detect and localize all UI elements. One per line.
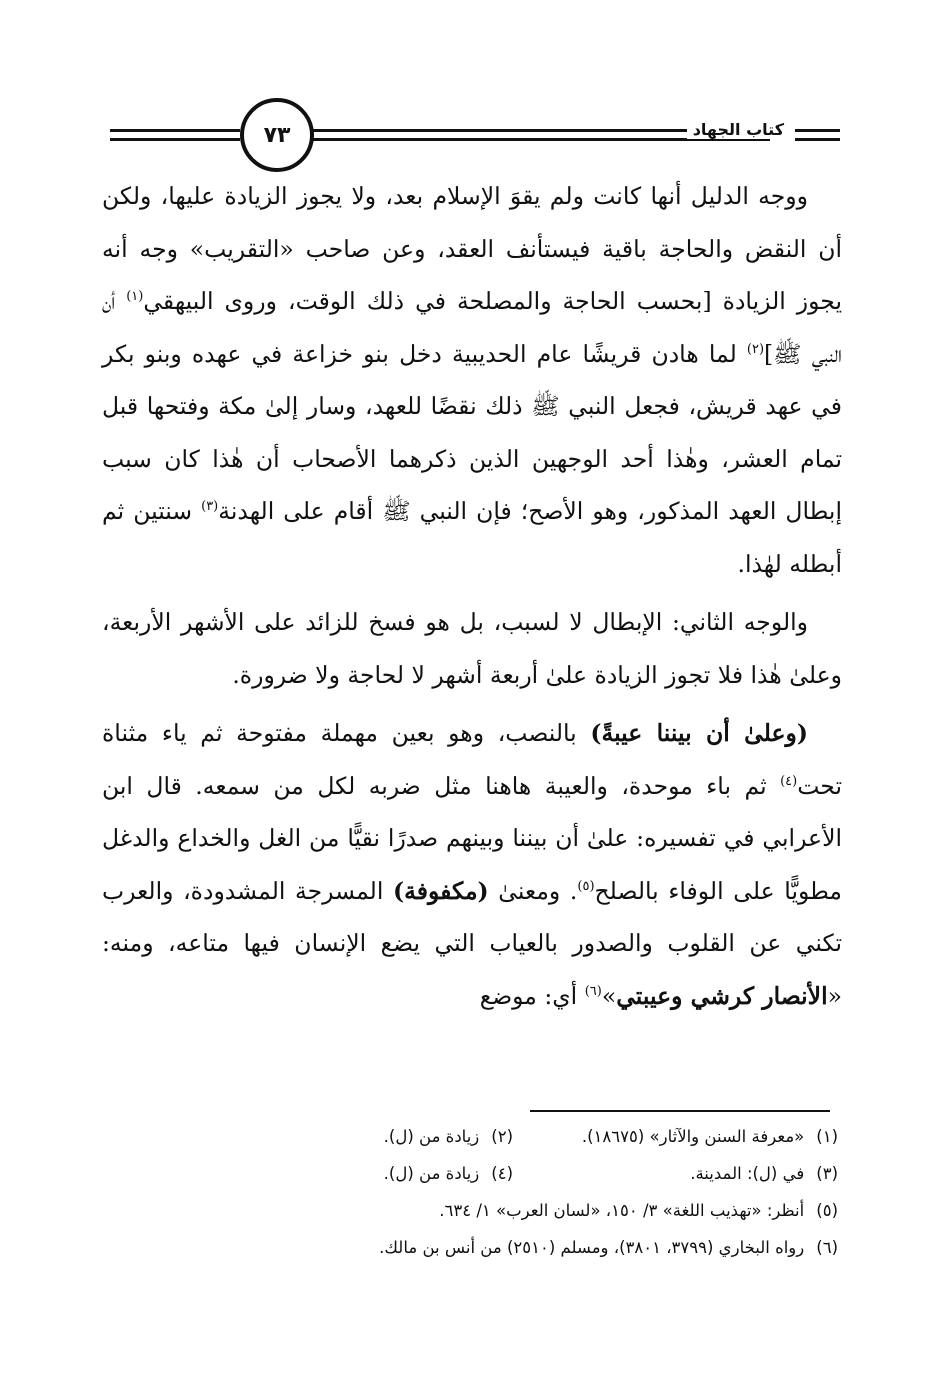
page-header (100, 98, 840, 178)
header-rule (110, 138, 240, 141)
footnote-ref: (٢) (746, 341, 765, 357)
footnote-ref: (٥) (577, 878, 595, 894)
footnote-text: في (ل): المدينة. (690, 1164, 805, 1183)
text-run: أن النبي ﷺ] (102, 287, 842, 368)
footnote-number: (٥) (816, 1201, 838, 1220)
quoted-phrase: (مكفوفة) (393, 876, 489, 905)
footnote-text: «معرفة السنن والآثار» (١٨٦٧٥). (581, 1127, 805, 1146)
footnote-text: رواه البخاري (٣٧٩٩، ٣٨٠١)، ومسلم (٢٥١٠) من أنس بن مالك. (379, 1238, 805, 1257)
footnote (384, 1118, 513, 1155)
footnote (379, 1229, 838, 1266)
text-run: أي: موضع (479, 981, 585, 1010)
footnote-text: زيادة من (ل). (383, 1164, 480, 1183)
text-run: المسرجة المشدودة، والعرب تكني عن القلوب والصدور بالعياب التي يضع الإنسان فيها متاعه، ومنه: « (102, 876, 842, 1010)
footnote-number: (١) (816, 1127, 838, 1146)
footnote-row (100, 1118, 838, 1155)
footnotes (100, 1118, 838, 1266)
page-number: ٧٣ (240, 98, 314, 172)
footnote (384, 1155, 513, 1192)
footnote-separator (530, 1110, 830, 1112)
text-run: ثم باء موحدة، والعيبة هاهنا مثل ضربه لكل من سمعه. قال ابن الأعرابي في تفسيره: علىٰ أن بيننا وبينهم صدرًا نقيًّا من الغل والخداع والدغل مطويًّا على الوفاء بالصلح (102, 771, 842, 905)
text-run: . ومعنىٰ (488, 876, 578, 905)
footnote-number: (٤) (491, 1164, 513, 1183)
footnote (513, 1155, 838, 1192)
paragraph (102, 707, 842, 1022)
footnote-row (100, 1229, 838, 1266)
quoted-phrase: (وعلىٰ أن بيننا عيبةً) (590, 719, 808, 747)
footnote-text: أنظر: «تهذيب اللغة» ٣/ ١٥٠، «لسان العرب» ١/ ٦٣٤. (439, 1201, 805, 1220)
header-rule (795, 129, 840, 132)
footnote-number: (٦) (816, 1238, 838, 1257)
footnote-row (100, 1155, 838, 1192)
footnote-row (100, 1192, 838, 1229)
header-rule (795, 138, 840, 141)
footnote-text: زيادة من (ل). (383, 1127, 480, 1146)
footnote (439, 1192, 838, 1229)
text-run: سنتين ثم أبطله لهٰذا. (102, 497, 842, 578)
footnote-ref: (٣) (201, 499, 219, 515)
text-run: بالنصب، وهو بعين مهملة مفتوحة ثم ياء مثناة تحت (102, 719, 842, 800)
footnote-ref: (٤) (780, 773, 798, 789)
paragraph (102, 170, 842, 590)
footnote (513, 1118, 838, 1155)
hadith-quote: الأنصار كرشي وعيبتي (616, 981, 828, 1010)
paragraph: والوجه الثاني: الإبطال لا لسبب، بل هو فسخ للزائد على الأشهر الأربعة، وعلىٰ هٰذا فلا تجوز الزيادة علىٰ أربعة أشهر لا لحاجة ولا ضرورة. (102, 608, 842, 689)
footnote-number: (٢) (491, 1127, 513, 1146)
header-rule (110, 129, 240, 132)
text-run: » (601, 981, 617, 1010)
running-title: كتاب الجهاد (687, 120, 790, 139)
footnote-ref: (١) (126, 289, 144, 305)
body-text (102, 170, 842, 1028)
text-run: ووجه الدليل أنها كانت ولم يقوَ الإسلام بعد، ولا يجوز الزيادة عليها، ولكن أن النقض والحاجة باقية فيستأنف العقد، وعن صاحب «التقريب» وجه أنه يجوز الزيادة [بحسب الحاجة والمصلحة في ذلك الوقت، وروى البيهقي (102, 182, 842, 315)
footnote-number: (٣) (816, 1164, 838, 1183)
footnote-ref: (٦) (584, 983, 602, 999)
text-run: لما هادن قريشًا عام الحديبية دخل بنو خزاعة في عهده وبنو بكر في عهد قريش، فجعل النبي ﷺ ذلك نقضًا للعهد، وسار إلىٰ مكة وفتحها قبل تمام العشر، وهٰذا أحد الوجهين الذين ذكرهما الأصحاب أن هٰذا كان سبب إبطال العهد المذكور، وهو الأصح؛ فإن النبي ﷺ أقام على الهدنة (102, 339, 842, 525)
